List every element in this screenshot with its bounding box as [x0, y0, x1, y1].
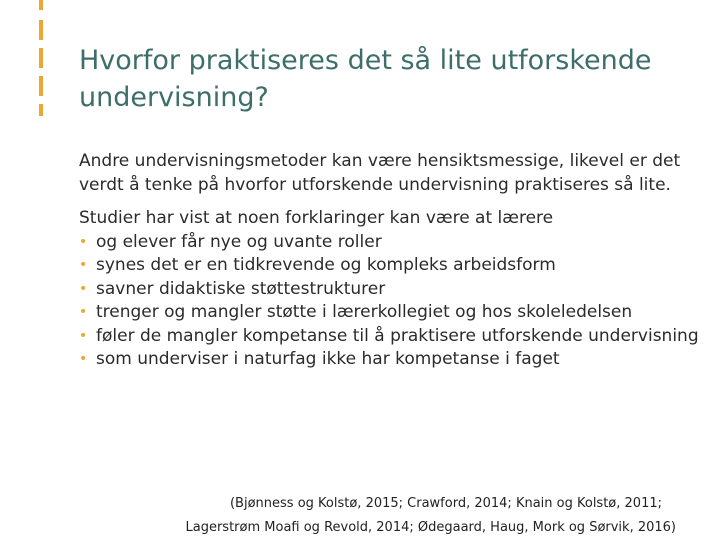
bullet-icon: •	[79, 327, 88, 344]
slide-title: Hvorfor praktiseres det så lite utforskende undervisning?	[79, 45, 652, 113]
bullet-icon: •	[79, 280, 88, 297]
intro-paragraph: Andre undervisningsmetoder kan være hensiktsmessige, likevel er det verdt å tenke på hvorfor utforskende undervisning praktiseres så lite.	[79, 151, 681, 195]
list-item: • føler de mangler kompetanse til å praktisere utforskende undervisning	[79, 325, 699, 349]
list-item: • synes det er en tidkrevende og kompleks arbeidsform	[79, 254, 699, 278]
bullet-icon: •	[79, 233, 88, 250]
list-item: • som underviser i naturfag ikke har kompetanse i faget	[79, 348, 699, 372]
list-item: • og elever får nye og uvante roller	[79, 231, 699, 255]
bullet-icon: •	[79, 351, 88, 367]
bullet-icon: •	[79, 304, 88, 320]
bullet-icon: •	[79, 257, 88, 273]
citation-line-2: Lagerstrøm Moafi og Revold, 2014; Ødegaard, Haug, Mork og Sørvik, 2016)	[185, 520, 676, 535]
list-item: • savner didaktiske støttestrukturer	[79, 278, 699, 302]
slide-body	[79, 150, 699, 372]
accent-bar-decoration	[39, 0, 43, 120]
list-item: • trenger og mangler støtte i lærerkollegiet og hos skoleledelsen	[79, 301, 699, 325]
lead-sentence: Studier har vist at noen forklaringer kan være at lærere	[79, 208, 554, 228]
citation-line-1: (Bjønness og Kolstø, 2015; Crawford, 2014; Knain og Kolstø, 2011;	[229, 496, 662, 511]
bullet-list	[79, 231, 699, 372]
